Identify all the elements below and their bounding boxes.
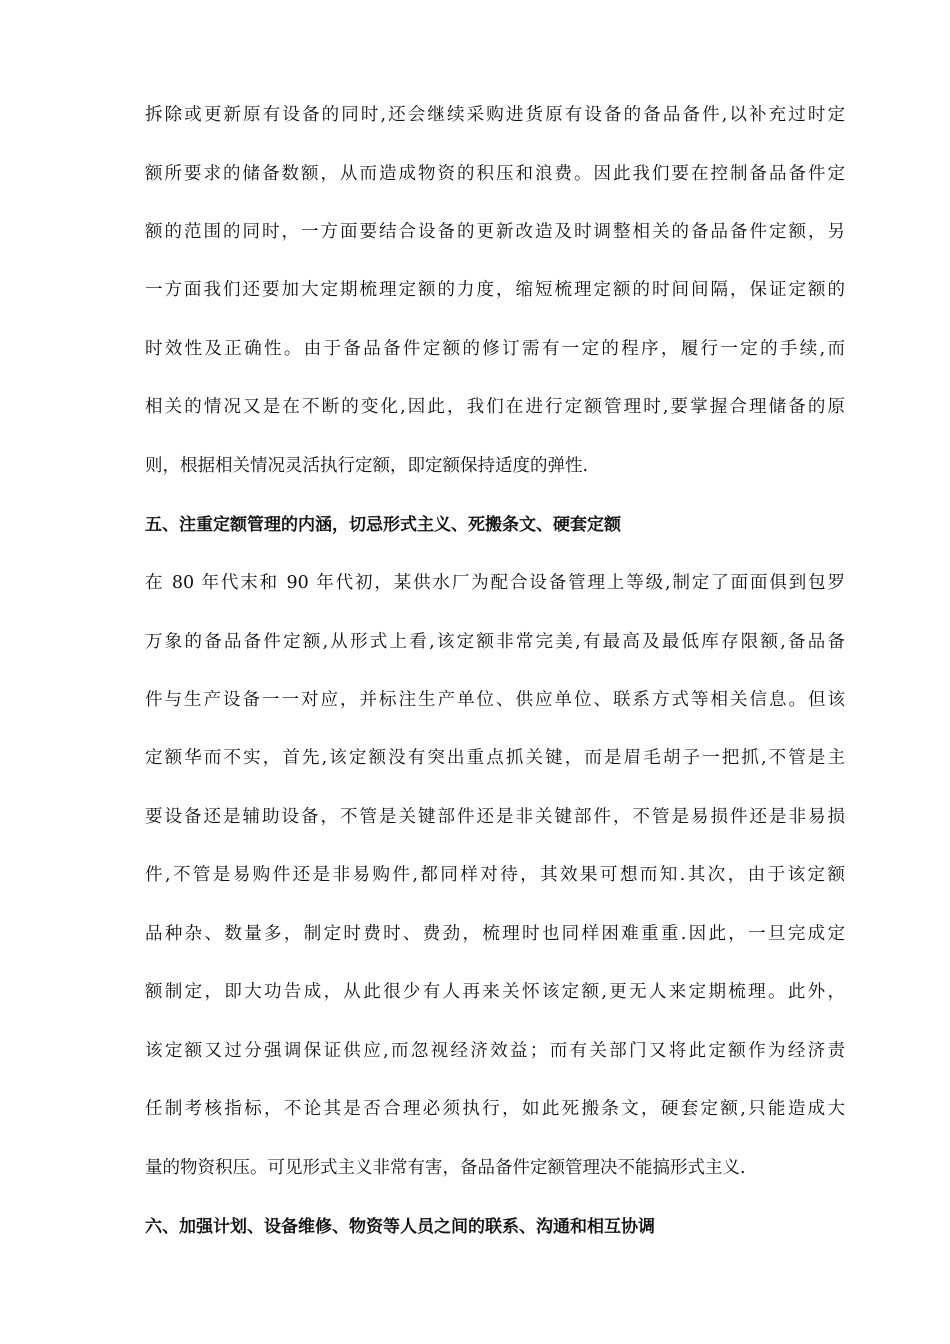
body-line: 万象的备品备件定额,从形式上看,该定额非常完美,有最高及最低库存限额,备品备: [145, 632, 845, 652]
body-line: 额制定，即大功告成，从此很少有人再来关怀该定额,更无人来定期梳理。此外，: [145, 982, 845, 1002]
body-line: 相关的情况又是在不断的变化,因此，我们在进行定额管理时,要掌握合理储备的原: [145, 397, 845, 417]
body-line: 则，根据相关情况灵活执行定额，即定额保持适度的弹性.: [145, 456, 589, 476]
body-line: 一方面我们还要加大定期梳理定额的力度，缩短梳理定额的时间间隔，保证定额的: [145, 280, 845, 300]
body-line: 该定额又过分强调保证供应,而忽视经济效益；而有关部门又将此定额作为经济责: [145, 1041, 845, 1061]
body-line: 在 80 年代末和 90 年代初，某供水厂为配合设备管理上等级,制定了面面俱到包罗: [145, 573, 845, 593]
body-line: 额所要求的储备数额，从而造成物资的积压和浪费。因此我们要在控制备品备件定: [145, 164, 845, 184]
body-line: 量的物资积压。可见形式主义非常有害，备品备件定额管理决不能搞形式主义.: [145, 1158, 746, 1178]
body-line: 件与生产设备一一对应，并标注生产单位、供应单位、联系方式等相关信息。但该: [145, 690, 845, 710]
body-line: 拆除或更新原有设备的同时,还会继续采购进货原有设备的备品备件,以补充过时定: [145, 105, 845, 125]
body-line: 品种杂、数量多，制定时费时、费劲，梳理时也同样困难重重.因此，一旦完成定: [145, 924, 845, 944]
section-heading: 六、加强计划、设备维修、物资等人员之间的联系、沟通和相互协调: [145, 1217, 655, 1237]
body-line: 件,不管是易购件还是非易购件,都同样对待，其效果可想而知.其次，由于该定额: [145, 865, 845, 885]
body-line: 任制考核指标，不论其是否合理必须执行，如此死搬条文，硬套定额,只能造成大: [145, 1099, 845, 1119]
section-heading: 五、注重定额管理的内涵，切忌形式主义、死搬条文、硬套定额: [145, 515, 621, 535]
body-line: 要设备还是辅助设备，不管是关键部件还是非关键部件，不管是易损件还是非易损: [145, 807, 845, 827]
body-line: 时效性及正确性。由于备品备件定额的修订需有一定的程序，履行一定的手续,而: [145, 339, 845, 359]
body-line: 定额华而不实，首先,该定额没有突出重点抓关键，而是眉毛胡子一把抓,不管是主: [145, 748, 845, 768]
body-line: 额的范围的同时，一方面要结合设备的更新改造及时调整相关的备品备件定额，另: [145, 222, 845, 242]
